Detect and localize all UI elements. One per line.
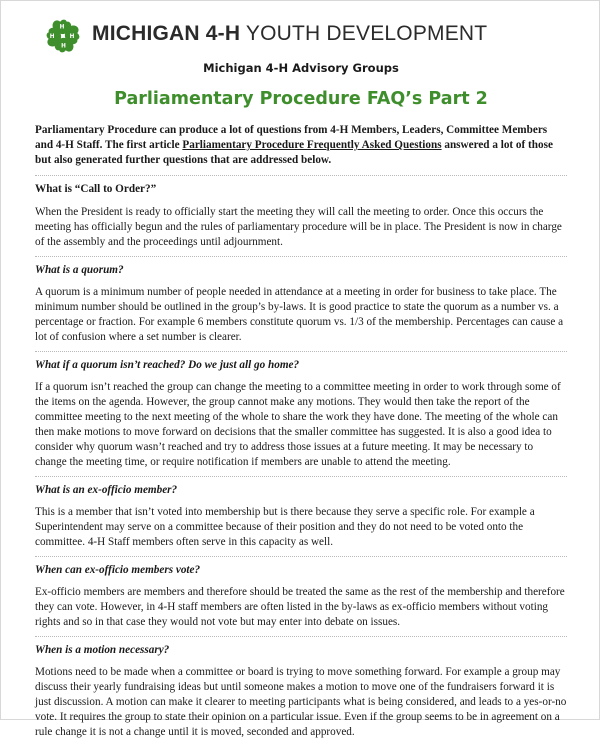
svg-text:H: H [69, 33, 75, 40]
page-title: Parliamentary Procedure FAQ’s Part 2 [114, 89, 488, 109]
faq-answer: If a quorum isn’t reached the group can change the meeting to a committee meeting in order to work through some of the items on the agenda. However, the group cannot make any motions. They would then take the report of the committee meeting to the next meeting of the whole to share the work they have done. The meeting of the whole can then make motions to move forward on decisions that the smaller committee has suggested. It is also a good idea to consider why quorum wasn’t reached and try to address those issues at a future meeting. It may be necessary to change the meeting time, or require notification if members are unable to attend the meeting. [35, 381, 561, 468]
faq-answer: Motions need to be made when a committee or board is trying to move something forward. For example a group may discuss their yearly fundraising ideas but until someone makes a motion to move one of the fundraisers forward it is just discussion. A motion can make it clearer to meeting participants what is being considered, and leads to a yes-or-no vote. It requires the group to state their opinion on a particular issue. Even if the group seems to be in agreement on a rule change it is not a change until it is moved, seconded and approved. [35, 666, 567, 738]
intro-paragraph [35, 123, 567, 168]
four-leaf-clover-icon [44, 17, 82, 55]
section-divider [35, 175, 567, 176]
intro-text-after: answered a lot of those but also generated further questions that are addressed below. [35, 139, 553, 166]
svg-text:H: H [49, 33, 55, 40]
faq-question: When is a motion necessary? [35, 644, 170, 656]
page-header [1, 15, 600, 55]
svg-text:H: H [59, 24, 65, 31]
intro-text-before: Parliamentary Procedure can produce a lot of questions from 4-H Members, Leaders, Committee Members and 4-H Staff. The first article [35, 124, 548, 151]
section-divider [35, 351, 567, 352]
faq-answer: This is a member that isn’t voted into membership but is there because they serve a specific role. For example a Superintendent may serve on a committee because of their position and they do not need to be voted onto the committee. 4-H Staff members often serve in this capacity as well. [35, 506, 535, 548]
faq-answer: When the President is ready to officially start the meeting they will call the meeting to order. Once this occurs the meeting has officially begun and the rules of parliamentary procedure will be in place. The President is now in charge of the assembly and the proceedings until adjournment. [35, 206, 562, 248]
section-divider [35, 476, 567, 477]
faq-article-link[interactable]: Parliamentary Procedure Frequently Asked Questions [182, 139, 442, 151]
faq-answer: Ex-officio members are members and therefore should be treated the same as the rest of the membership and therefore they can vote. However, in 4-H staff members are often listed in the by-laws as ex-officio members without voting rights and so in that case they would not vote but may enter into debate on issues. [35, 586, 565, 628]
faq-answer: A quorum is a minimum number of people needed in attendance at a meeting in order for business to take place. The minimum number should be outlined in the group’s by-laws. It is good practice to state the quorum as a number vs. a percentage or fraction. For example 6 members constitute quorum vs. 1/3 of the membership. Percentages can cause a lot of confusion where a set number is clearer. [35, 286, 564, 343]
section-divider [35, 636, 567, 637]
faq-question: What is a quorum? [35, 264, 124, 276]
brand-rest-text: YOUTH DEVELOPMENT [240, 22, 488, 45]
section-divider [35, 256, 567, 257]
document-body [35, 123, 567, 746]
brand-wordmark [92, 22, 487, 46]
faq-question: What is an ex-officio member? [35, 484, 178, 496]
faq-question: What is “Call to Order?” [35, 183, 157, 195]
section-divider [35, 556, 567, 557]
faq-question: What if a quorum isn’t reached? Do we just all go home? [35, 359, 300, 371]
page-subtitle: Michigan 4-H Advisory Groups [203, 61, 399, 75]
faq-question: When can ex-officio members vote? [35, 564, 201, 576]
brand-bold-text: MICHIGAN 4-H [92, 22, 241, 45]
svg-text:H: H [61, 43, 66, 50]
